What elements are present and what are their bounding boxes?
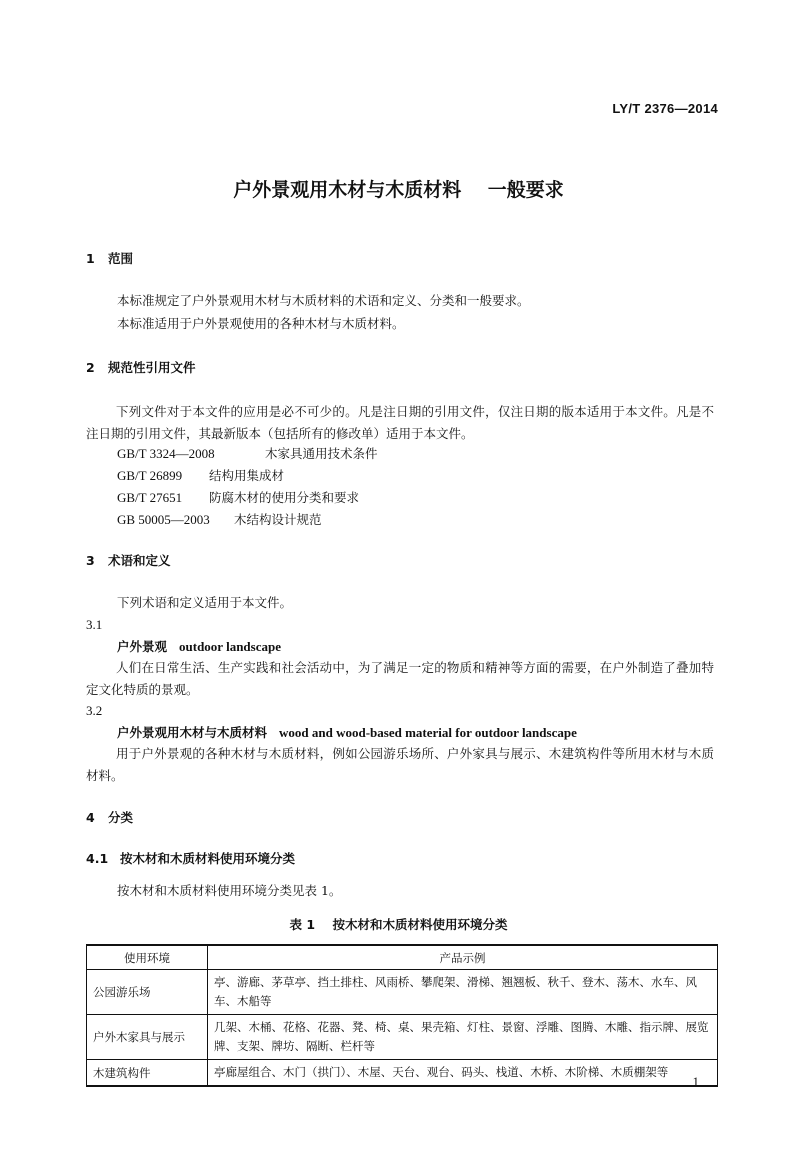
term-number: 3.1	[86, 617, 103, 632]
reference-code: GB/T 26899	[117, 468, 183, 483]
column-header-examples: 产品示例	[208, 945, 718, 970]
section-number: 2	[86, 360, 95, 375]
section-4-heading	[86, 808, 133, 826]
scope-paragraph-1: 本标准规定了户外景观用木材与木质材料的术语和定义、分类和一般要求。	[117, 293, 530, 308]
section-title: 分类	[108, 810, 134, 825]
term-number: 3.2	[86, 703, 103, 718]
reference-code: GB/T 3324—2008	[117, 446, 215, 461]
table-row	[87, 970, 718, 1015]
reference-item	[117, 465, 284, 486]
section-number: 3	[86, 553, 95, 568]
section-3-heading	[86, 551, 171, 569]
section-title: 范围	[108, 251, 134, 266]
examples-cell: 几架、木桶、花格、花器、凳、椅、桌、果壳箱、灯柱、景窗、浮雕、图腾、木雕、指示牌、展览牌、支架、牌坊、隔断、栏杆等	[208, 1015, 718, 1060]
section-number: 1	[86, 251, 95, 266]
section-title: 规范性引用文件	[108, 360, 196, 375]
section-title: 术语和定义	[108, 553, 171, 568]
environment-cell: 木建筑构件	[87, 1060, 208, 1087]
reference-name: 结构用集成材	[209, 468, 285, 483]
document-title: 户外景观用木材与木质材料 一般要求	[233, 179, 564, 201]
reference-item	[117, 443, 378, 464]
subsection-4-1-heading	[86, 849, 295, 867]
term-en: outdoor landscape	[179, 639, 281, 654]
term-entry	[117, 722, 577, 743]
section-number: 4	[86, 810, 95, 825]
terms-intro: 下列术语和定义适用于本文件。	[117, 595, 293, 610]
section-1-heading	[86, 249, 133, 267]
reference-name: 木家具通用技术条件	[265, 446, 378, 461]
reference-name: 木结构设计规范	[234, 512, 322, 527]
reference-code: GB/T 27651	[117, 490, 183, 505]
table-header-row	[87, 945, 718, 970]
table-caption: 表 1 按木材和木质材料使用环境分类	[289, 917, 508, 932]
page-number: 1	[692, 1074, 699, 1089]
section-2-heading	[86, 358, 196, 376]
references-intro: 下列文件对于本文件的应用是必不可少的。凡是注日期的引用文件，仅注日期的版本适用于本文件。凡是不注日期的引用文件，其最新版本（包括所有的修改单）适用于本文件。	[86, 404, 714, 441]
environment-cell: 公园游乐场	[87, 970, 208, 1015]
classification-table	[86, 944, 718, 1087]
term-definition: 人们在日常生活、生产实践和社会活动中，为了满足一定的物质和精神等方面的需要，在户外制造了叠加特定文化特质的景观。	[86, 660, 714, 697]
standard-number: LY/T 2376—2014	[612, 101, 718, 116]
term-entry	[117, 636, 281, 657]
term-en: wood and wood-based material for outdoor landscape	[279, 725, 577, 740]
examples-cell: 亭廊屋组合、木门（拱门）、木屋、天台、观台、码头、栈道、木桥、木阶梯、木质棚架等	[208, 1060, 718, 1087]
scope-paragraph-2: 本标准适用于户外景观使用的各种木材与木质材料。	[117, 316, 405, 331]
table-row	[87, 1060, 718, 1087]
environment-cell: 户外木家具与展示	[87, 1015, 208, 1060]
reference-item	[117, 509, 322, 530]
table-reference-text: 按木材和木质材料使用环境分类见表 1。	[117, 883, 342, 898]
term-definition: 用于户外景观的各种木材与木质材料，例如公园游乐场所、户外家具与展示、木建筑构件等所用木材与木质材料。	[86, 746, 714, 783]
subsection-number: 4.1	[86, 851, 109, 866]
column-header-environment: 使用环境	[87, 945, 208, 970]
term-zh: 户外景观	[117, 639, 168, 654]
subsection-title: 按木材和木质材料使用环境分类	[120, 851, 296, 866]
reference-item	[117, 487, 359, 508]
table-row	[87, 1015, 718, 1060]
examples-cell: 亭、游廊、茅草亭、挡土排柱、风雨桥、攀爬架、滑梯、翘翘板、秋千、登木、荡木、水车、风车、木船等	[208, 970, 718, 1015]
reference-code: GB 50005—2003	[117, 512, 210, 527]
term-zh: 户外景观用木材与木质材料	[117, 725, 268, 740]
reference-name: 防腐木材的使用分类和要求	[209, 490, 360, 505]
